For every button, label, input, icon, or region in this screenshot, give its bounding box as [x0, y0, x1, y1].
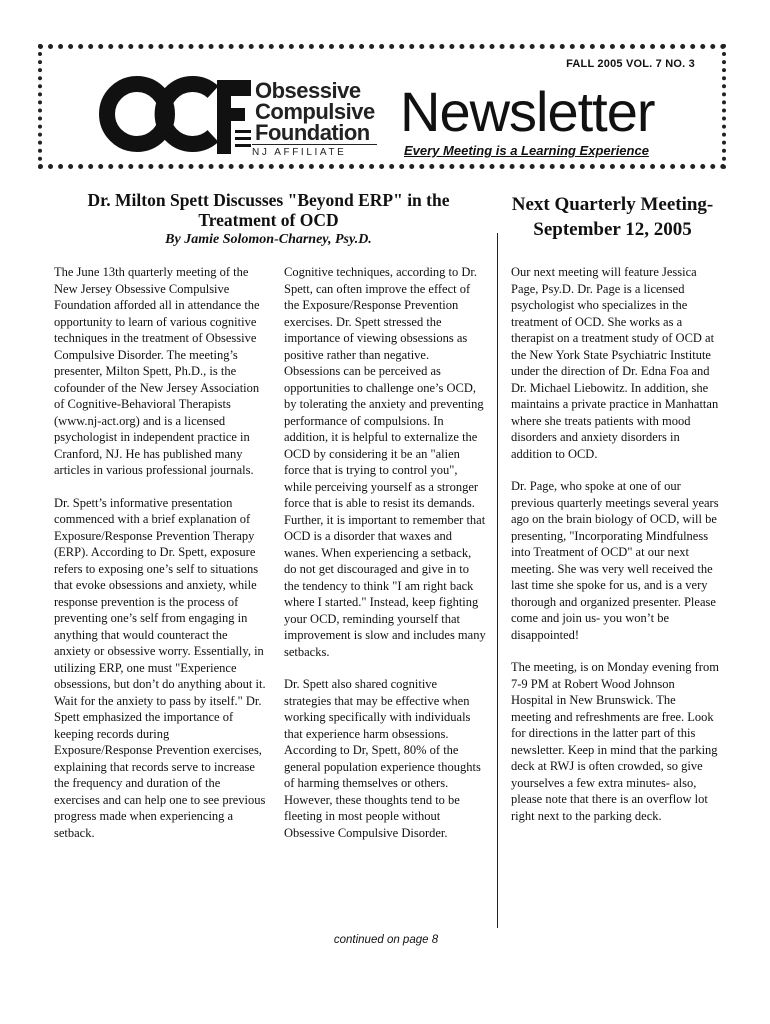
tagline: Every Meeting is a Learning Experience	[404, 143, 649, 158]
main-article-column-2	[284, 264, 486, 857]
column-divider	[497, 233, 498, 928]
org-line-1: Obsessive	[255, 78, 361, 103]
paragraph: Cognitive techniques, according to Dr. Spett, can often improve the effect of the Exposure/Response Prevention exercises. Dr. Spett stressed the importance of viewing obsessions as positive rather than negative. Obsessions can be perceived as opportunities to challenge one’s OCD, by tolerating the anxiety and preventing performance of compulsions. In addition, it is helpful to externalize the OCD by considering it be an "alien force that is trying to control you", while perceiving yourself as a stronger force that is able to resist its demands. Further, it is important to remember that OCD is a disorder that waxes and wanes. When experiencing a setback, do not get discouraged and give in to the tendency to think "I am right back where I started." Instead, keep fighting your OCD, reminding yourself that improvement is slow and includes many setbacks.	[284, 265, 486, 659]
issue-info: FALL 2005 VOL. 7 NO. 3	[566, 58, 695, 70]
paragraph: Dr. Page, who spoke at one of our previous quarterly meetings several years ago on the brain biology of OCD, will be presenting, "Incorporating Mindfulness into Treatment of OCD" at our next meeting. She was very well received the last time she spoke for us, and is a very thorough and organized presenter. Please come and join us- you won’t be disappointed!	[511, 479, 719, 642]
main-headline: Dr. Milton Spett Discusses "Beyond ERP" in the Treatment of OCD	[87, 190, 450, 230]
byline: By Jamie Solomon-Charney, Psy.D.	[165, 232, 372, 247]
org-line-2: Compulsive	[255, 99, 375, 124]
org-name	[255, 80, 375, 143]
side-article-column	[511, 264, 719, 840]
paragraph: Dr. Spett’s informative presentation commenced with a brief explanation of Exposure/Response Prevention Therapy (ERP). According to Dr. Spett, exposure refers to exposing one’s self to situations that evoke obsessions and anxiety, while response prevention is the process of preventing one’s self from engaging in anything that would counteract the anxiety or obsessive worry. Essentially, in utilizing ERP, one must "Experience obsessions, but don’t do anything about it. Wait for the anxiety to pass by itself." Dr. Spett emphasized the importance of keeping records during Exposure/Response Prevention exercises, explaining that records serve to increase the frequency and duration of the exercises and can help one to see previous progress made when experiencing a setback.	[54, 495, 266, 840]
main-article-column-1	[54, 264, 266, 857]
org-line-3: Foundation	[255, 120, 370, 145]
paragraph: Dr. Spett also shared cognitive strategies that may be effective when working specifically with individuals that experience harm obsessions. According to Dr, Spett, 80% of the general population experience thoughts of harming themselves or others. However, these thoughts tend to be fleeting in most people without Obsessive Compulsive Disorder.	[284, 677, 481, 840]
paragraph: The June 13th quarterly meeting of the New Jersey Obsessive Compulsive Foundation afforded all in attendance the opportunity to learn of various cognitive techniques in the treatment of Obsessive Compulsive Disorder. The meeting’s presenter, Milton Spett, Ph.D., is the cofounder of the New Jersey Association of Cognitive-Behavioral Therapists (www.nj-act.org) and is a licensed psychologist in independent practice in Cranford, NJ. He has published many articles in various professional journals.	[54, 265, 260, 477]
affiliate-label: NJ AFFILIATE	[252, 144, 377, 158]
continued-note: continued on page 8	[333, 934, 439, 946]
paragraph: Our next meeting will feature Jessica Page, Psy.D. Dr. Page is a licensed psychologist who specializes in the treatment of OCD. She works as a therapist on a treatment study of OCD at the New York State Psychiatric Institute under the direction of Dr. Edna Foa and Dr. Michael Liebowitz. In addition, she maintains a private practice in Manhattan where she treats patients with mood disorders and anxiety disorders in addition to OCD.	[511, 265, 719, 461]
side-headline: Next Quarterly Meeting- September 12, 2005	[511, 194, 714, 240]
newsletter-title: Newsletter	[400, 80, 655, 143]
paragraph: The meeting, is on Monday evening from 7-9 PM at Robert Wood Johnson Hospital in New Brunswick. The meeting and refreshments are free. Look for directions in the latter part of this newsletter. Keep in mind that the parking deck at RWJ is often crowded, so give yourselves a few extra minutes- also, please note that there is an overflow lot right next to the parking deck.	[511, 660, 719, 823]
